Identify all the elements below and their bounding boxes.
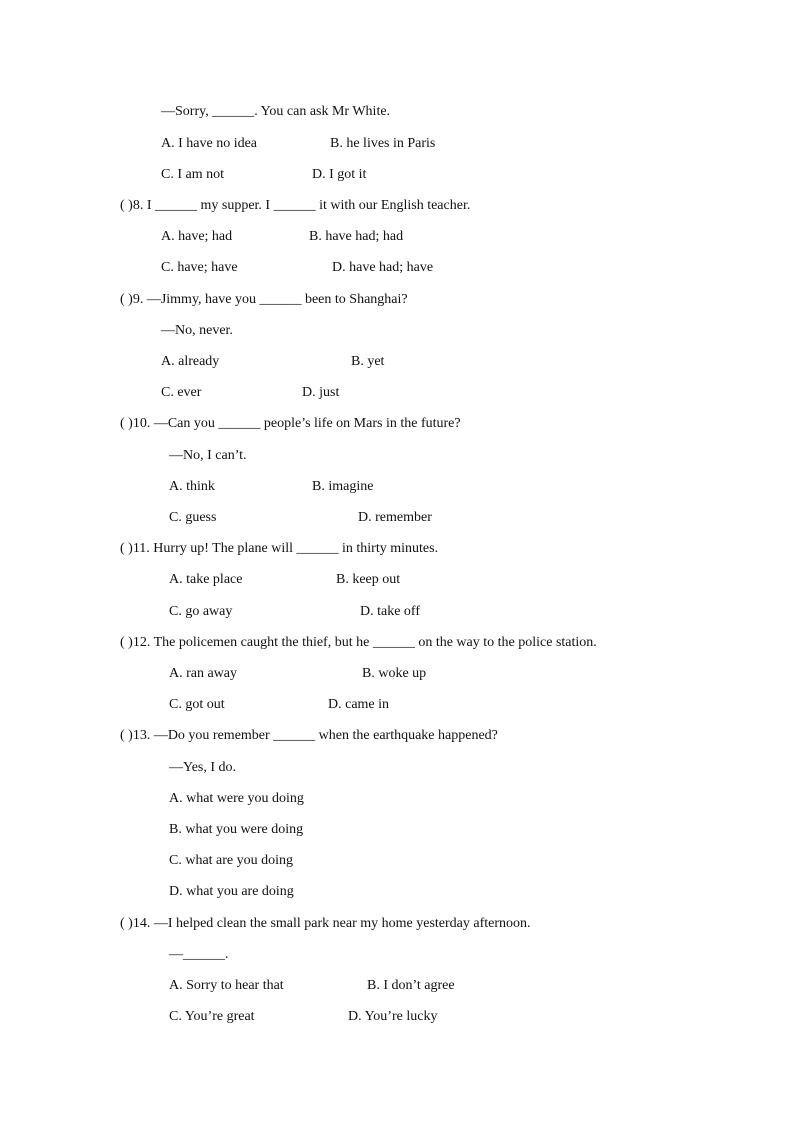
q7-option-d: D. I got it bbox=[312, 167, 367, 182]
q8-option-a: A. have; had bbox=[161, 229, 233, 244]
q8-option-c: C. have; have bbox=[161, 260, 238, 275]
q12-option-a: A. ran away bbox=[169, 666, 238, 681]
q11-stem: ( )11. Hurry up! The plane will ______ in thirty minutes. bbox=[120, 541, 439, 556]
q9-response: —No, never. bbox=[161, 323, 233, 338]
q9-option-b: B. yet bbox=[351, 354, 385, 369]
q12-stem: ( )12. The policemen caught the thief, but he ______ on the way to the police station. bbox=[120, 635, 597, 650]
q10-option-b: B. imagine bbox=[312, 479, 374, 494]
q7-option-a: A. I have no idea bbox=[161, 136, 258, 151]
q11-option-c: C. go away bbox=[169, 604, 233, 619]
q14-stem: ( )14. —I helped clean the small park near my home yesterday afternoon. bbox=[120, 916, 531, 931]
q13-option-c: C. what are you doing bbox=[169, 853, 294, 868]
q8-option-d: D. have had; have bbox=[332, 260, 434, 275]
q10-response: —No, I can’t. bbox=[169, 448, 247, 463]
q8-option-b: B. have had; had bbox=[309, 229, 404, 244]
q8-stem: ( )8. I ______ my supper. I ______ it with our English teacher. bbox=[120, 198, 471, 213]
q11-option-b: B. keep out bbox=[336, 572, 401, 587]
q14-option-b: B. I don’t agree bbox=[367, 978, 455, 993]
q10-stem: ( )10. —Can you ______ people’s life on Mars in the future? bbox=[120, 416, 461, 431]
q7-option-c: C. I am not bbox=[161, 167, 224, 182]
q14-response: —______. bbox=[169, 947, 229, 962]
q13-option-b: B. what you were doing bbox=[169, 822, 304, 837]
q14-option-c: C. You’re great bbox=[169, 1009, 255, 1024]
q12-option-d: D. came in bbox=[328, 697, 390, 712]
q7-response: —Sorry, ______. You can ask Mr White. bbox=[161, 104, 391, 119]
q13-response: —Yes, I do. bbox=[169, 760, 237, 775]
q11-option-a: A. take place bbox=[169, 572, 243, 587]
q9-stem: ( )9. —Jimmy, have you ______ been to Shanghai? bbox=[120, 292, 408, 307]
q9-option-c: C. ever bbox=[161, 385, 202, 400]
q13-option-d: D. what you are doing bbox=[169, 884, 294, 899]
q12-option-b: B. woke up bbox=[362, 666, 427, 681]
q9-option-d: D. just bbox=[302, 385, 340, 400]
q13-stem: ( )13. —Do you remember ______ when the earthquake happened? bbox=[120, 728, 498, 743]
q12-option-c: C. got out bbox=[169, 697, 225, 712]
q14-option-a: A. Sorry to hear that bbox=[169, 978, 284, 993]
q14-option-d: D. You’re lucky bbox=[348, 1009, 438, 1024]
q10-option-a: A. think bbox=[169, 479, 215, 494]
q7-option-b: B. he lives in Paris bbox=[330, 136, 436, 151]
q13-option-a: A. what were you doing bbox=[169, 791, 304, 806]
q10-option-c: C. guess bbox=[169, 510, 217, 525]
q11-option-d: D. take off bbox=[360, 604, 420, 619]
q10-option-d: D. remember bbox=[358, 510, 432, 525]
q9-option-a: A. already bbox=[161, 354, 220, 369]
